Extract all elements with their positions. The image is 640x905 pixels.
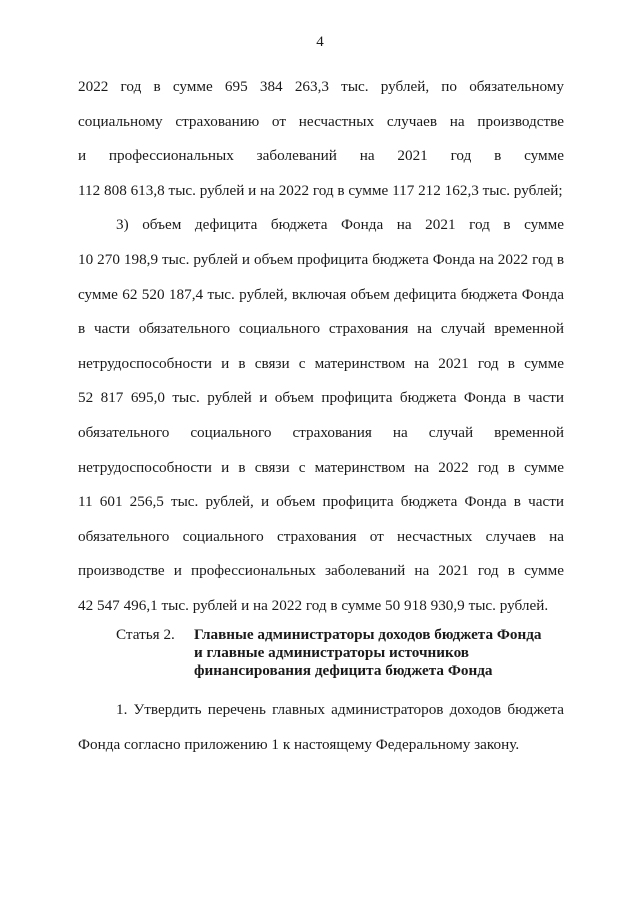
text-line: и профессиональных заболеваний на 2021 год в сумме [78, 147, 564, 165]
text-line: 52 817 695,0 тыс. рублей и объем профицита бюджета Фонда в части [78, 389, 564, 407]
text-line: сумме 62 520 187,4 тыс. рублей, включая объем дефицита бюджета Фонда [78, 285, 564, 303]
text-line: производстве и профессиональных заболеваний на 2021 год в сумме [78, 562, 564, 580]
text-line: нетрудоспособности и в связи с материнством на 2022 год в сумме [78, 458, 564, 476]
article-title-line: Главные администраторы доходов бюджета Фонда [194, 626, 542, 643]
text-line: 112 808 613,8 тыс. рублей и на 2022 год в сумме 117 212 162,3 тыс. рублей; [78, 181, 563, 199]
article-label: Статья 2. [116, 626, 175, 643]
article-title-line: финансирования дефицита бюджета Фонда [194, 662, 493, 679]
text-line: 42 547 496,1 тыс. рублей и на 2022 год в сумме 50 918 930,9 тыс. рублей. [78, 596, 549, 614]
text-line: 2022 год в сумме 695 384 263,3 тыс. рублей, по обязательному [78, 78, 564, 95]
paragraph-budget-amounts [78, 70, 564, 624]
paragraph-approve-list [78, 693, 564, 762]
text-line: обязательного социального страхования от несчастных случаев на [78, 527, 564, 545]
article-title [194, 626, 542, 680]
text-line: Фонда согласно приложению 1 к настоящему Федеральному закону. [78, 735, 520, 753]
text-line: 10 270 198,9 тыс. рублей и объем профицита бюджета Фонда на 2022 год в [78, 250, 564, 268]
text-line: 11 601 256,5 тыс. рублей, и объем профицита бюджета Фонда в части [78, 493, 564, 511]
text-line: в части обязательного социального страхования на случай временной [78, 320, 564, 338]
text-line: обязательного социального страхования на случай временной [78, 423, 564, 441]
text-line: 1. Утвердить перечень главных администраторов доходов бюджета [116, 701, 564, 718]
text-line: 3) объем дефицита бюджета Фонда на 2021 год в сумме [116, 216, 564, 234]
text-line: социальному страхованию от несчастных случаев на производстве [78, 112, 564, 130]
page-number: 4 [316, 34, 324, 50]
text-line: нетрудоспособности и в связи с материнством на 2021 год в сумме [78, 354, 564, 372]
article-title-line: и главные администраторы источников [194, 644, 469, 661]
